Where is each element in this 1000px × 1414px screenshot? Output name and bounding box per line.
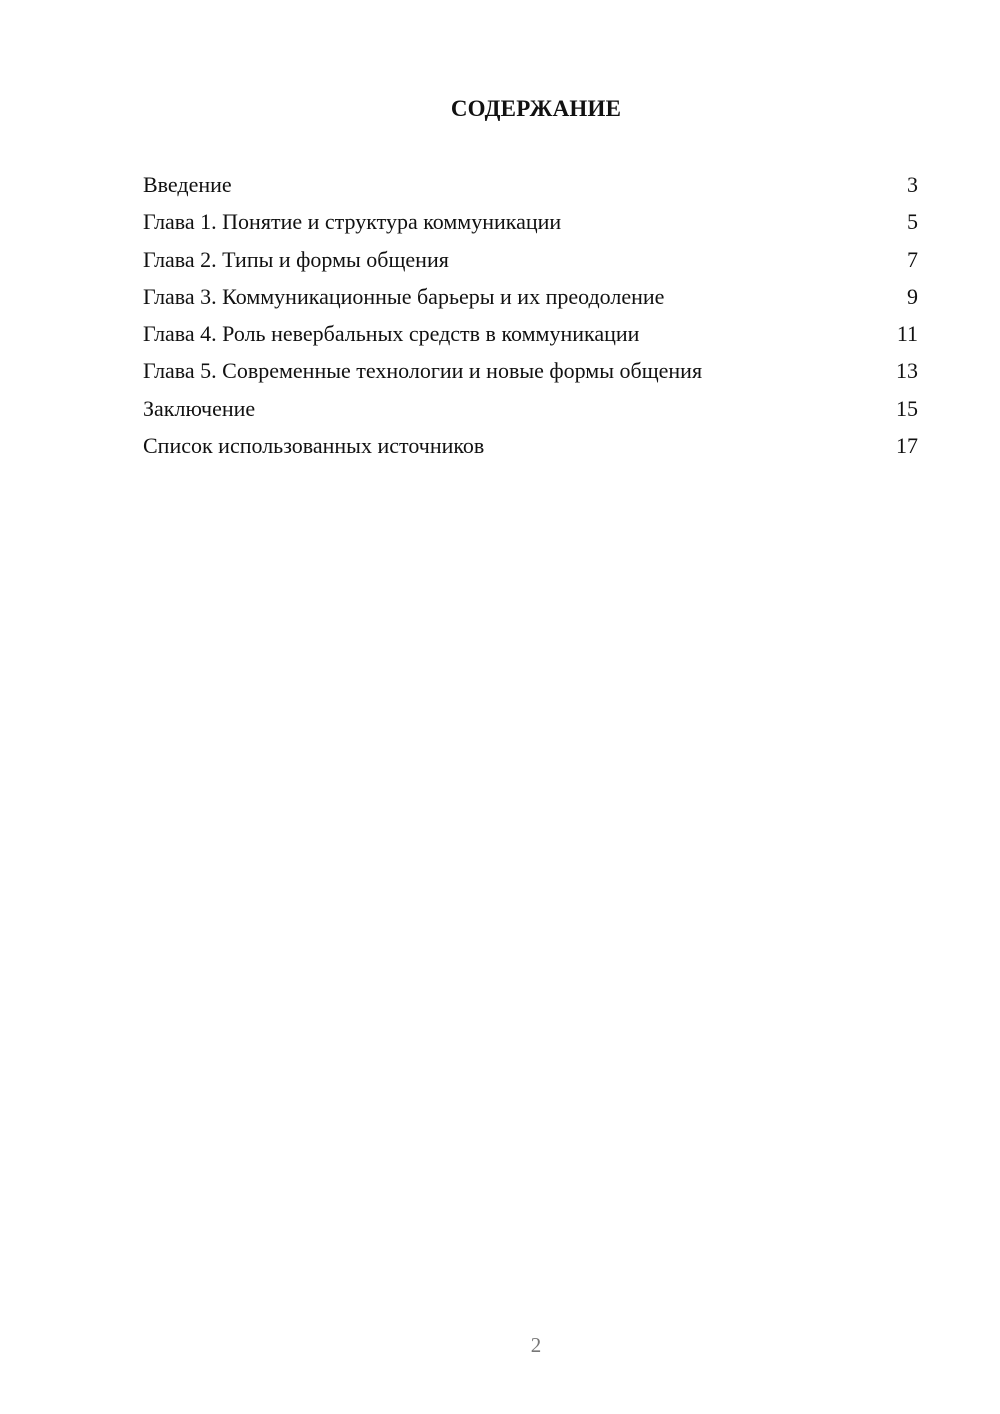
toc-entry-label: Глава 3. Коммуникационные барьеры и их преодоление [143, 283, 665, 309]
toc-entry-label: Глава 5. Современные технологии и новые формы общения [143, 358, 703, 384]
toc-entry-label: Глава 2. Типы и формы общения [143, 246, 449, 272]
toc-entry-chapter-2 [143, 245, 918, 282]
toc-entry-page: 9 [907, 283, 918, 309]
toc-entry-label: Глава 1. Понятие и структура коммуникации [143, 209, 562, 235]
toc-entry-conclusion [143, 394, 918, 431]
toc-title: СОДЕРЖАНИЕ [450, 96, 622, 121]
table-of-contents [143, 170, 918, 468]
toc-entry-label: Список использованных источников [143, 433, 485, 459]
toc-entry-chapter-5 [143, 356, 918, 393]
toc-entry-page: 11 [896, 321, 918, 347]
toc-entry-references [143, 431, 918, 468]
toc-entry-page: 7 [907, 246, 918, 272]
toc-entry-label: Заключение [143, 395, 256, 421]
toc-entry-page: 5 [907, 209, 918, 235]
page-number: 2 [530, 1333, 542, 1357]
toc-entry-label: Глава 4. Роль невербальных средств в коммуникации [143, 321, 640, 347]
toc-entry-label: Введение [143, 172, 232, 197]
toc-entry-page: 15 [896, 395, 918, 421]
toc-entry-chapter-4 [143, 319, 918, 356]
toc-entry-chapter-1 [143, 207, 918, 244]
toc-entry-introduction [143, 170, 918, 207]
toc-entry-chapter-3 [143, 282, 918, 319]
toc-entry-page: 17 [896, 433, 918, 459]
toc-entry-page: 3 [907, 172, 918, 197]
toc-entry-page: 13 [896, 358, 918, 384]
